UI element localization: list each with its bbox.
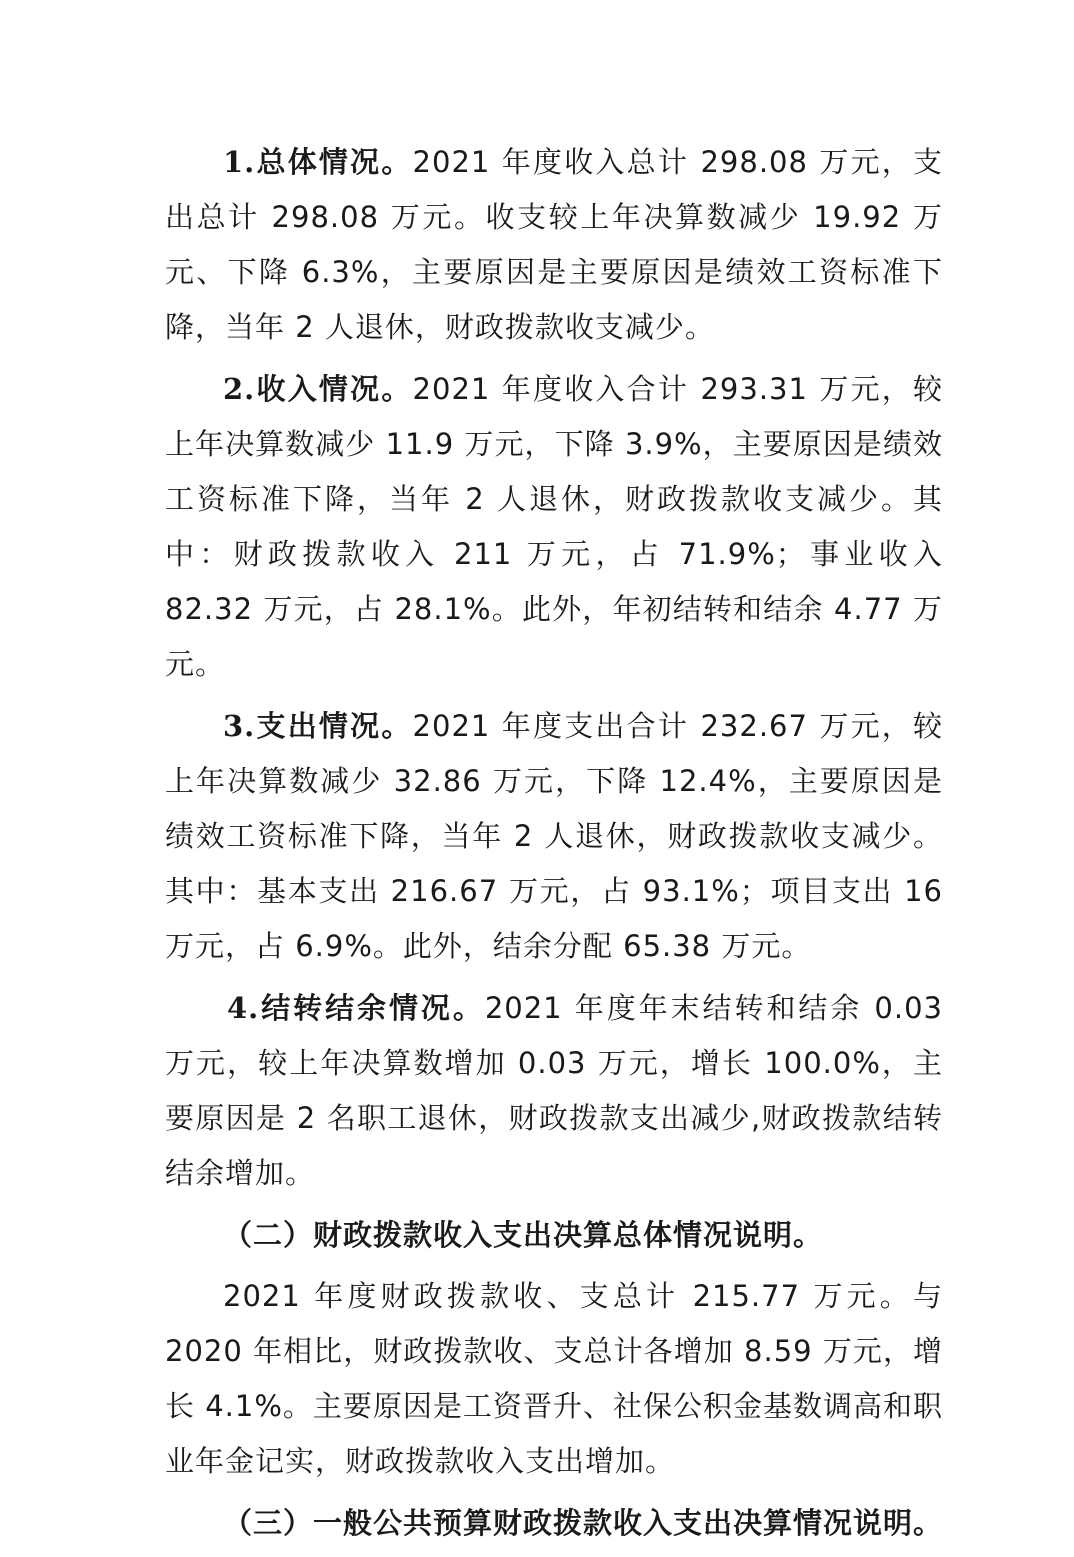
section-overall-body: 2021 年度收入总计 298.08 万元，支出总计 298.08 万元。收支较上年决算数减少 19.92 万元、下降 6.3%，主要原因是主要原因是绩效工资标准下降，当年 2 人退休，财政拨款收支减少。 [165,145,943,344]
heading-general-budget: （三）一般公共预算财政拨款收入支出决算情况说明。 [223,1506,944,1540]
section-overall-title: 1.总体情况。 [223,145,413,179]
section-income-body: 2021 年度收入合计 293.31 万元，较上年决算数减少 11.9 万元，下降 3.9%，主要原因是绩效工资标准下降，当年 2 人退休，财政拨款收支减少。其中：财政拨款收入 211 万元，占 71.9%；事业收入 82.32 万元，占 28.1%。此外，年初结转和结余 4.77 万元。 [165,372,943,681]
section-income [165,362,943,692]
paragraph-fiscal-appropriation: 2021 年度财政拨款收、支总计 215.77 万元。与 2020 年相比，财政拨款收、支总计各增加 8.59 万元，增长 4.1%。主要原因是工资晋升、社保公积金基数调高和职业年金记实，财政拨款收入支出增加。 [165,1279,943,1478]
section-expenditure [165,699,943,974]
section-carryover [165,981,943,1201]
heading-fiscal-appropriation: （二）财政拨款收入支出决算总体情况说明。 [223,1218,824,1252]
section-expenditure-title: 3.支出情况。 [223,709,413,743]
section-carryover-title: 4.结转结余情况。 [227,991,485,1025]
section-overall [165,135,943,355]
section-expenditure-body: 2021 年度支出合计 232.67 万元，较上年决算数减少 32.86 万元，下降 12.4%，主要原因是绩效工资标准下降，当年 2 人退休，财政拨款收支减少。其中：基本支出 216.67 万元，占 93.1%；项目支出 16 万元，占 6.9%。此外，结余分配 65.38 万元。 [165,709,943,963]
section-carryover-body: 2021 年度年末结转和结余 0.03 万元，较上年决算数增加 0.03 万元，增长 100.0%，主要原因是 2 名职工退休，财政拨款支出减少,财政拨款结转结余增加。 [165,991,944,1190]
section-income-title: 2.收入情况。 [223,372,413,406]
document-page [165,135,943,1557]
